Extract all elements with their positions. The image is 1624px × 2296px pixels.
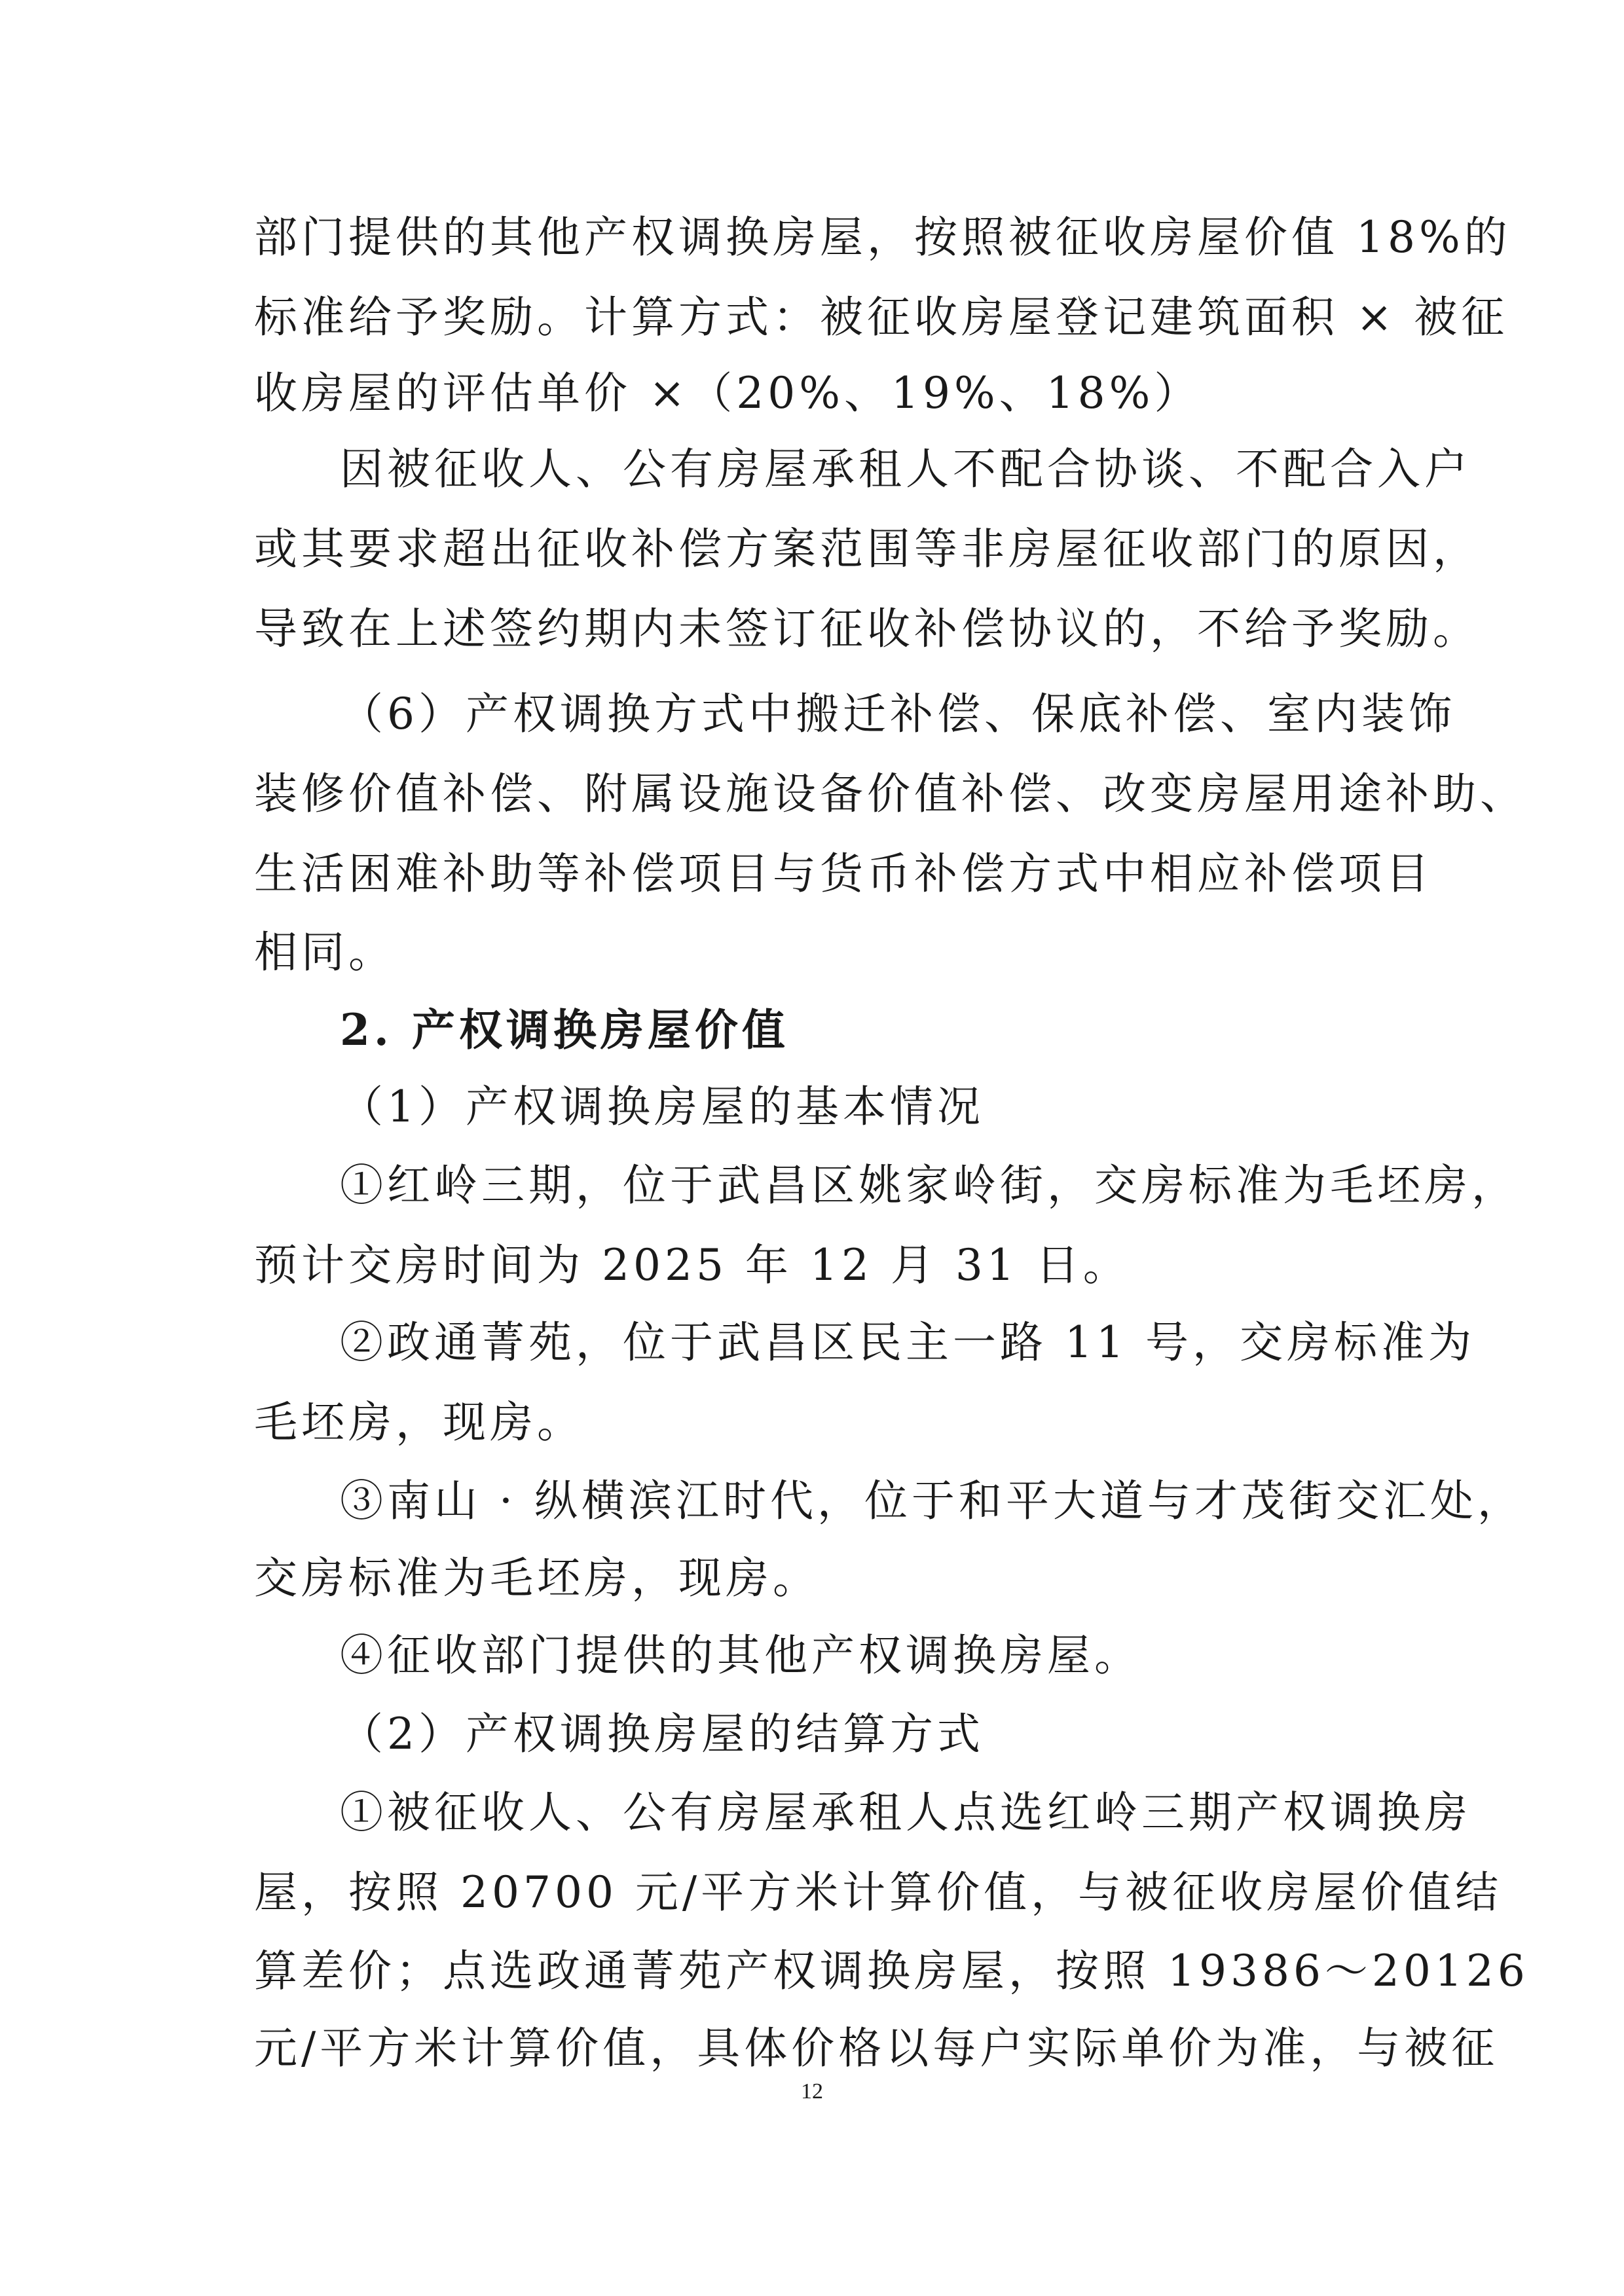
paragraph-start-line: 因被征收人、公有房屋承租人不配合协谈、不配合入户 <box>340 444 1471 494</box>
body-line: 装修价值补偿、附属设施设备价值补偿、改变房屋用途补助、 <box>254 769 1527 819</box>
page-number: 12 <box>801 2079 823 2104</box>
body-line: 交房标准为毛坯房，现房。 <box>254 1553 820 1603</box>
list-item-2-line: ②政通菁苑，位于武昌区民主一路 11 号，交房标准为 <box>340 1317 1475 1368</box>
list-item-6-line: （6）产权调换方式中搬迁补偿、保底补偿、室内装饰 <box>340 689 1456 739</box>
subsection-heading: （2）产权调换房屋的结算方式 <box>340 1709 984 1759</box>
body-line: 毛坯房，现房。 <box>254 1397 584 1448</box>
body-line: 预计交房时间为 2025 年 12 月 31 日。 <box>254 1240 1130 1290</box>
body-line: 收房屋的评估单价 ×（20%、19%、18%） <box>254 368 1202 418</box>
list-item-1-line: ①被征收人、公有房屋承租人点选红岭三期产权调换房 <box>340 1787 1471 1838</box>
list-item-4-line: ④征收部门提供的其他产权调换房屋。 <box>340 1630 1141 1681</box>
body-line: 元/平方米计算价值，具体价格以每户实际单价为准，与被征 <box>254 2023 1499 2073</box>
body-line: 算差价；点选政通菁苑产权调换房屋，按照 19386～20126 <box>254 1946 1529 1996</box>
section-heading: 2. 产权调换房屋价值 <box>340 1004 789 1055</box>
body-line: 相同。 <box>254 927 396 977</box>
list-item-3-line: ③南山 · 纵横滨江时代，位于和平大道与才茂街交汇处， <box>340 1476 1524 1526</box>
body-line: 导致在上述签约期内未签订征收补偿协议的，不给予奖励。 <box>254 604 1480 654</box>
subsection-heading: （1）产权调换房屋的基本情况 <box>340 1082 984 1132</box>
body-line: 标准给予奖励。计算方式：被征收房屋登记建筑面积 × 被征 <box>254 292 1509 342</box>
body-line: 部门提供的其他产权调换房屋，按照被征收房屋价值 18%的 <box>254 212 1511 263</box>
body-line: 或其要求超出征收补偿方案范围等非房屋征收部门的原因， <box>254 524 1480 574</box>
body-line: 屋，按照 20700 元/平方米计算价值，与被征收房屋价值结 <box>254 1867 1503 1918</box>
body-line: 生活困难补助等补偿项目与货币补偿方式中相应补偿项目 <box>254 848 1433 899</box>
list-item-1-line: ①红岭三期，位于武昌区姚家岭街，交房标准为毛坯房， <box>340 1160 1519 1211</box>
